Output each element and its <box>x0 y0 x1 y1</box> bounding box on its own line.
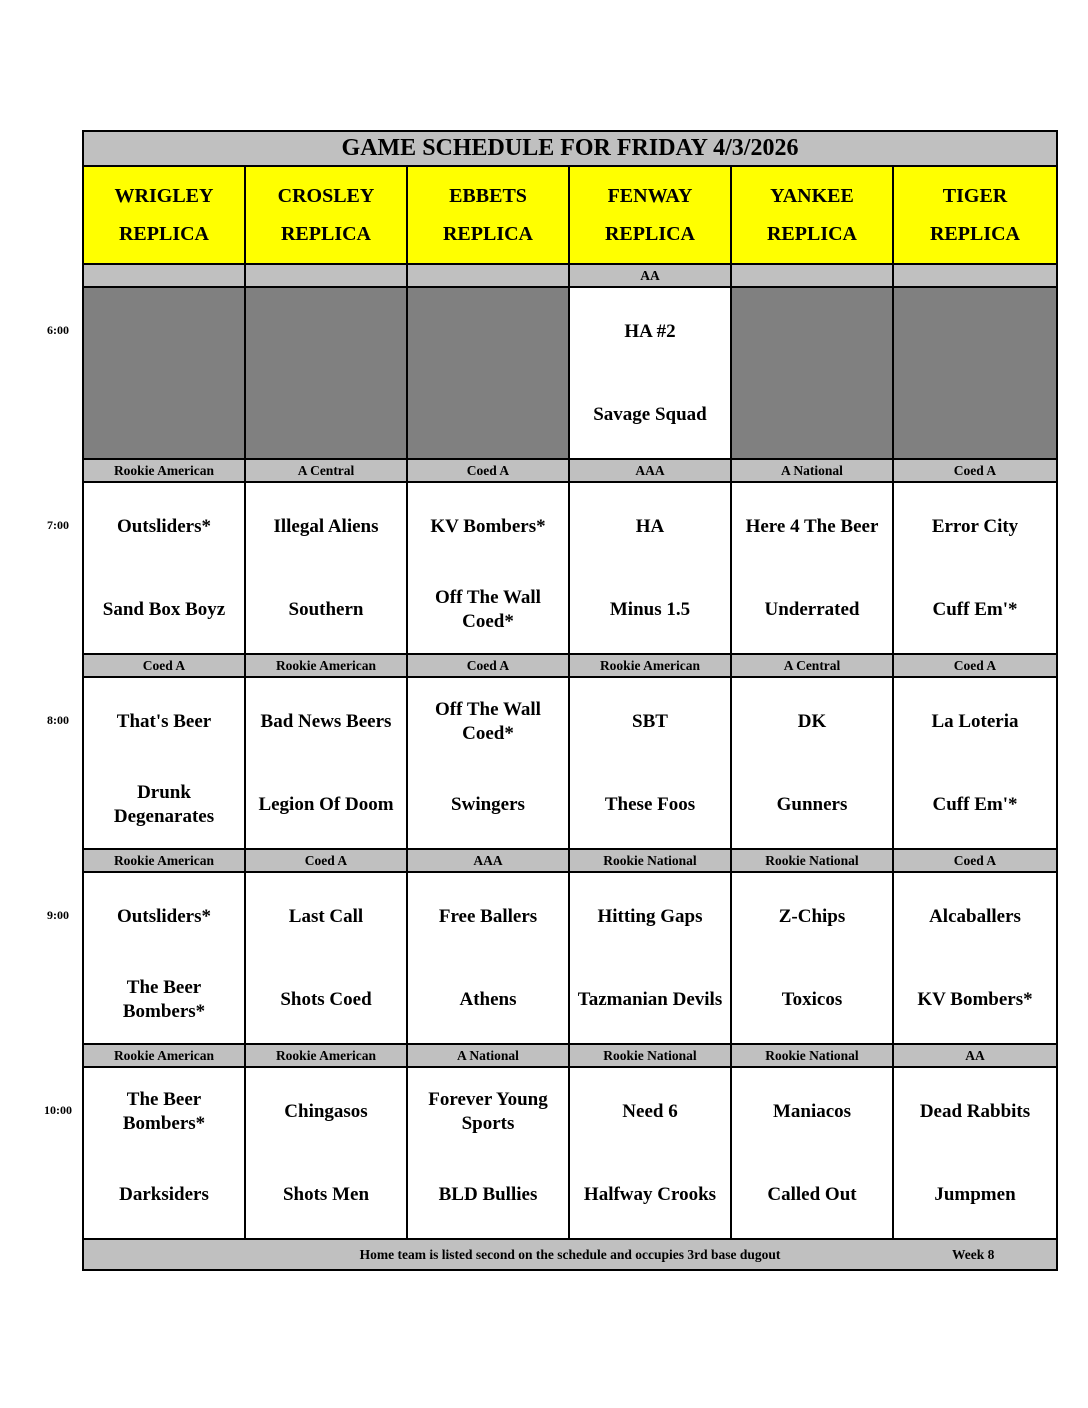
home-team: KV Bombers* <box>917 988 1033 1010</box>
schedule-title: GAME SCHEDULE FOR FRIDAY 4/3/2026 <box>83 131 1057 166</box>
field-name: TIGER <box>942 185 1008 207</box>
game-cell <box>83 1067 245 1239</box>
game-cell <box>731 1067 893 1239</box>
empty-slot <box>407 287 569 459</box>
home-team: Shots Coed <box>280 988 372 1010</box>
away-team: Outsliders* <box>117 905 211 927</box>
game-row <box>83 1067 1057 1239</box>
division-label: Coed A <box>893 849 1057 872</box>
home-team: Darksiders <box>119 1183 209 1205</box>
away-team: Illegal Aliens <box>273 515 379 537</box>
game-cell <box>731 872 893 1044</box>
game-cell <box>407 482 569 654</box>
field-header-fenway <box>569 166 731 264</box>
home-team: Athens <box>459 988 517 1010</box>
home-team: Called Out <box>767 1183 857 1205</box>
away-team: Hitting Gaps <box>597 905 703 927</box>
game-cell <box>569 677 731 849</box>
game-cell <box>407 872 569 1044</box>
division-label: Coed A <box>407 654 569 677</box>
home-team: Halfway Crooks <box>583 1183 717 1205</box>
division-label: Rookie American <box>569 654 731 677</box>
division-label: Rookie National <box>731 1044 893 1067</box>
division-label: AA <box>893 1044 1057 1067</box>
division-label: Coed A <box>893 459 1057 482</box>
division-label: A Central <box>731 654 893 677</box>
title-row <box>83 131 1057 166</box>
away-team: Error City <box>931 515 1019 537</box>
home-team: Sand Box Boyz <box>102 598 226 620</box>
field-header-wrigley <box>83 166 245 264</box>
home-team: Cuff Em'* <box>932 793 1018 815</box>
division-label <box>407 264 569 287</box>
division-label: A National <box>407 1044 569 1067</box>
game-cell <box>407 1067 569 1239</box>
game-cell <box>83 677 245 849</box>
game-cell <box>569 482 731 654</box>
home-team: Shots Men <box>282 1183 370 1205</box>
home-team: Savage Squad <box>593 403 707 425</box>
field-header-ebbets <box>407 166 569 264</box>
game-cell <box>245 872 407 1044</box>
game-cell <box>893 872 1057 1044</box>
division-label: AA <box>569 264 731 287</box>
away-team: Maniacos <box>772 1100 852 1122</box>
field-type: REPLICA <box>280 223 371 245</box>
game-row <box>83 677 1057 849</box>
home-team: Off The Wall Coed* <box>435 586 541 632</box>
home-team: Jumpmen <box>934 1183 1016 1205</box>
away-team: Forever Young Sports <box>428 1088 548 1134</box>
division-row <box>83 654 1057 677</box>
away-team: HA #2 <box>624 320 676 342</box>
game-cell <box>569 872 731 1044</box>
footer-note: Home team is listed second on the schedule and occupies 3rd base dugout <box>359 1247 781 1262</box>
field-header-yankee <box>731 166 893 264</box>
field-header-crosley <box>245 166 407 264</box>
away-team: Z-Chips <box>778 905 846 927</box>
time-label: 10:00 <box>44 1103 72 1117</box>
home-team: Toxicos <box>781 988 843 1010</box>
division-row <box>83 849 1057 872</box>
game-row <box>83 287 1057 459</box>
division-label: Coed A <box>83 654 245 677</box>
home-team: Swingers <box>451 793 525 815</box>
home-team: Cuff Em'* <box>932 598 1018 620</box>
time-label: 7:00 <box>47 518 69 532</box>
week-label: Week 8 <box>952 1247 995 1262</box>
division-label: Rookie National <box>569 1044 731 1067</box>
away-team: Alcaballers <box>929 905 1021 927</box>
field-name: YANKEE <box>770 185 854 207</box>
home-team: Southern <box>288 598 364 620</box>
division-label: A National <box>731 459 893 482</box>
division-row <box>83 1044 1057 1067</box>
game-cell <box>569 1067 731 1239</box>
division-label: Rookie American <box>83 459 245 482</box>
division-label: Rookie American <box>245 1044 407 1067</box>
game-cell <box>893 1067 1057 1239</box>
division-label: Rookie American <box>83 849 245 872</box>
division-label: Coed A <box>407 459 569 482</box>
game-row <box>83 872 1057 1044</box>
game-cell <box>83 872 245 1044</box>
game-cell <box>569 287 731 459</box>
time-label: 8:00 <box>47 713 69 727</box>
field-name: EBBETS <box>449 185 527 207</box>
division-row <box>83 459 1057 482</box>
game-cell <box>731 482 893 654</box>
game-cell <box>893 482 1057 654</box>
division-label: A Central <box>245 459 407 482</box>
game-schedule-table <box>82 130 1058 1271</box>
away-team: Outsliders* <box>117 515 211 537</box>
away-team: Bad News Beers <box>260 710 392 732</box>
game-cell <box>245 677 407 849</box>
away-team: Chingasos <box>284 1100 368 1122</box>
division-label: Rookie National <box>569 849 731 872</box>
away-team: La Loteria <box>931 710 1019 732</box>
footer-cell <box>83 1239 1057 1270</box>
away-team: HA <box>635 515 665 537</box>
game-cell <box>731 677 893 849</box>
game-cell <box>407 677 569 849</box>
field-header-tiger <box>893 166 1057 264</box>
game-cell <box>83 482 245 654</box>
field-type: REPLICA <box>766 223 857 245</box>
division-label: Rookie National <box>731 849 893 872</box>
game-cell <box>245 482 407 654</box>
home-team: Tazmanian Devils <box>577 988 723 1010</box>
division-label: Coed A <box>893 654 1057 677</box>
away-team: Free Ballers <box>438 905 538 927</box>
division-label <box>731 264 893 287</box>
division-label: AAA <box>407 849 569 872</box>
field-type: REPLICA <box>442 223 533 245</box>
time-label: 9:00 <box>47 908 69 922</box>
away-team: Dead Rabbits <box>919 1100 1031 1122</box>
division-row <box>83 264 1057 287</box>
division-label: Coed A <box>245 849 407 872</box>
away-team: Need 6 <box>622 1100 678 1122</box>
division-label: AAA <box>569 459 731 482</box>
away-team: That's Beer <box>116 710 212 732</box>
division-label: Rookie American <box>83 1044 245 1067</box>
field-type: REPLICA <box>118 223 209 245</box>
game-row <box>83 482 1057 654</box>
away-team: KV Bombers* <box>430 515 546 537</box>
game-cell <box>245 1067 407 1239</box>
away-team: SBT <box>632 710 668 732</box>
home-team: BLD Bullies <box>438 1183 538 1205</box>
empty-slot <box>83 287 245 459</box>
division-label <box>245 264 407 287</box>
division-label <box>893 264 1057 287</box>
home-team: Gunners <box>776 793 848 815</box>
field-name: FENWAY <box>607 185 693 207</box>
home-team: Underrated <box>764 598 860 620</box>
field-header-row <box>83 166 1057 264</box>
footer-row <box>83 1239 1057 1270</box>
home-team: The Beer Bombers* <box>122 976 206 1022</box>
empty-slot <box>731 287 893 459</box>
home-team: These Foos <box>604 793 696 815</box>
empty-slot <box>893 287 1057 459</box>
home-team: Legion Of Doom <box>258 793 394 815</box>
division-label: Rookie American <box>245 654 407 677</box>
division-label <box>83 264 245 287</box>
game-cell <box>893 677 1057 849</box>
field-type: REPLICA <box>604 223 695 245</box>
field-name: WRIGLEY <box>114 185 214 207</box>
home-team: Minus 1.5 <box>609 598 691 620</box>
away-team: Last Call <box>288 905 364 927</box>
field-type: REPLICA <box>929 223 1020 245</box>
empty-slot <box>245 287 407 459</box>
time-label: 6:00 <box>47 323 69 337</box>
field-name: CROSLEY <box>277 185 375 207</box>
away-team: Here 4 The Beer <box>745 515 879 537</box>
away-team: Off The Wall Coed* <box>435 698 541 744</box>
away-team: The Beer Bombers* <box>122 1088 206 1134</box>
home-team: Drunk Degenarates <box>113 781 215 827</box>
away-team: DK <box>797 710 827 732</box>
